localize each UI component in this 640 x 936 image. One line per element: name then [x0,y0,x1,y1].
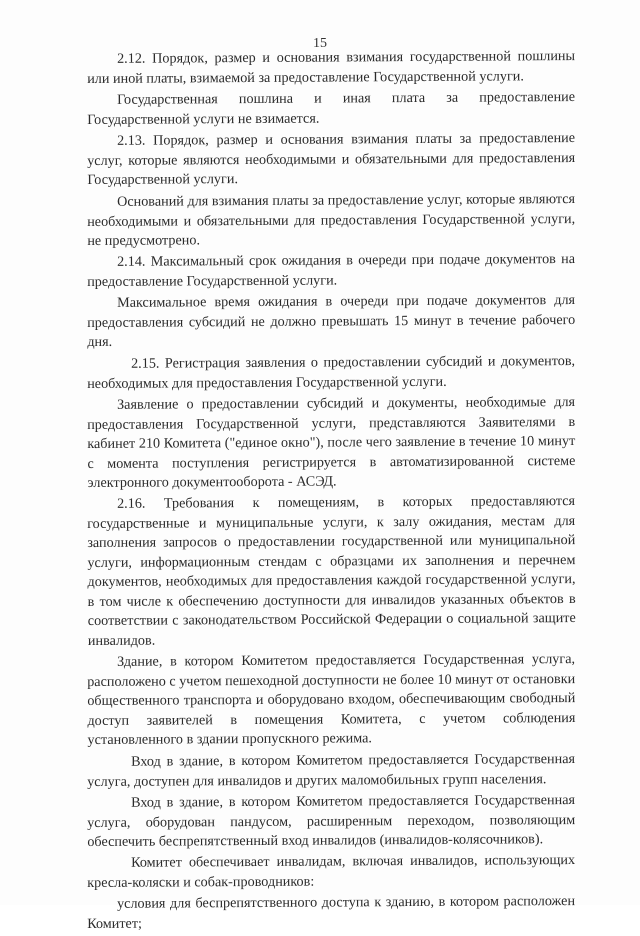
section-heading-2-16: 2.16. Требования к помещениям, в которых предоставляются государственные и муниципальные услуги, к залу ожидания, местам для заполнения запросов о предоставлении государственной или муниципальной услуги, информационным стендам с образцами их заполнения и перечнем документов, необходимых для предоставления каждой государственной услуги, в том числе к обеспечению доступности для инвалидов указанных объектов в соответствии с законодательством Российской Федерации о социальной защите инвалидов. [87,493,576,649]
paragraph-max-waiting-time: Максимальное время ожидания в очереди при подаче документов для предоставления субсидий не должно превышать 15 минут в течение рабочего дня. [87,292,576,350]
paragraph-fee-not-charged: Государственная пошлина и иная плата за предоставление Государственной услуги не взимается. [87,89,576,128]
section-heading-2-13: 2.13. Порядок, размер и основания взимания платы за предоставление услуг, которые являются необходимыми и обязательными для предоставления Государственной услуги. [87,130,576,188]
section-heading-2-14: 2.14. Максимальный срок ожидания в очереди при подаче документов на предоставление Государственной услуги. [87,251,576,290]
paragraph-building-location: Здание, в котором Комитетом предоставляется Государственная услуга, расположено с учетом пешеходной доступности не более 10 минут от остановки общественного транспорта и оборудовано входом, обеспечивающим свободный доступ заявителей в помещения Комитета, с учетом соблюдения установленного в здании пропускного режима. [87,651,576,748]
paragraph-application-registration: Заявление о предоставлении субсидий и документы, необходимые для предоставления Государственной услуги, представляются Заявителями в кабинет 210 Комитета ("единое окно"), после чего заявление в течение 10 минут с момента поступления регистрируется в автоматизированной системе электронного документооборота - АСЭД. [87,393,576,491]
paragraph-no-grounds-for-fee: Оснований для взимания платы за предоставление услуг, которые являются необходимыми и обязательными для предоставления Государственной услуги, не предусмотрено. [87,190,576,249]
paragraph-committee-provides: Комитет обеспечивает инвалидам, включая инвалидов, использующих кресла-коляски и собак-проводников: [87,852,576,891]
paragraph-entrance-accessible: Вход в здание, в котором Комитетом предоставляется Государственная услуга, доступен для инвалидов и других маломобильных групп населения. [87,750,576,789]
paragraph-access-conditions: условия для беспрепятственного доступа к зданию, в котором расположен Комитет; [87,893,576,932]
section-heading-2-12: 2.12. Порядок, размер и основания взимания государственной пошлины или иной платы, взимаемой за предоставление Государственной услуги. [87,48,576,87]
document-body [87,50,575,936]
page-number: 15 [313,36,327,51]
section-heading-2-15: 2.15. Регистрация заявления о предоставлении субсидий и документов, необходимых для предоставления Государственной услуги. [87,352,576,391]
paragraph-entrance-ramp: Вход в здание, в котором Комитетом предоставляется Государственная услуга, оборудован пандусом, расширенным переходом, позволяющим обеспечить беспрепятственный вход инвалидов (инвалидов-колясочников). [87,791,576,850]
